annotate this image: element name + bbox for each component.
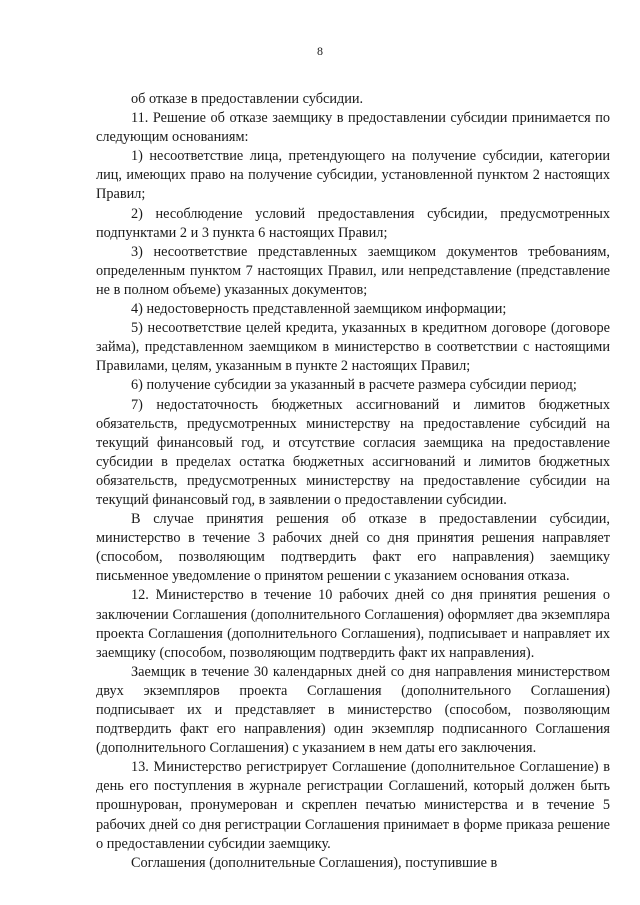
paragraph-item-12: 12. Министерство в течение 10 рабочих дней со дня принятия решения о заключении Соглашения (дополнительного Соглашения) оформляет два экземпляра проекта Соглашения (дополнительного Соглашения), подписывает и направляет их заемщику (способом, позволяющим подтвердить факт их направления). (96, 587, 610, 661)
document-body (96, 90, 610, 873)
paragraph-refusal-notice: В случае принятия решения об отказе в предоставлении субсидии, министерство в течение 3 рабочих дней со дня принятия решения направляет (способом, позволяющим подтвердить факт его направления) заемщику письменное уведомление о принятом решении с указанием основания отказа. (96, 511, 610, 585)
list-item-1: 1) несоответствие лица, претендующего на получение субсидии, категории лиц, имеющих право на получение субсидии, установленной пунктом 2 настоящих Правил; (96, 148, 610, 203)
page-number: 8 (317, 44, 323, 58)
paragraph-continuation: об отказе в предоставлении субсидии. (131, 91, 364, 107)
list-item-4: 4) недостоверность представленной заемщиком информации; (131, 301, 507, 318)
paragraph-item-11: 11. Решение об отказе заемщику в предоставлении субсидии принимается по следующим основаниям: (96, 110, 610, 146)
paragraph-agreements-received: Соглашения (дополнительные Соглашения), поступившие в (131, 854, 498, 871)
list-item-5: 5) несоответствие целей кредита, указанных в кредитном договоре (договоре займа), представленном заемщиком в министерство в соответствии с настоящими Правилами, целям, указанным в пункте 2 настоящих Правил; (96, 320, 610, 375)
list-item-3: 3) несоответствие представленных заемщиком документов требованиям, определенным пунктом 7 настоящих Правил, или непредставление (представление не в полном объеме) указанных документов; (96, 243, 610, 298)
paragraph-item-13: 13. Министерство регистрирует Соглашение (дополнительное Соглашение) в день его поступления в журнале регистрации Соглашений, который должен быть прошнурован, пронумерован и скреплен печатью министерства и в течение 5 рабочих дней со дня регистрации Соглашения принимает в форме приказа решение о предоставлении субсидии заемщику. (96, 759, 610, 852)
list-item-7: 7) недостаточность бюджетных ассигнований и лимитов бюджетных обязательств, предусмотренных министерству на предоставление субсидий на текущий финансовый год, и отсутствие согласия заемщика на предоставление субсидии в пределах остатка бюджетных ассигнований и лимитов бюджетных обязательств, предусмотренных министерству на предоставление субсидии на текущий финансовый год, в заявлении о предоставлении субсидии. (96, 396, 610, 508)
paragraph-borrower-signing: Заемщик в течение 30 календарных дней со дня направления министерством двух экземпляров проекта Соглашения (дополнительного Соглашения) подписывает их и представляет в министерство (способом, позволяющим подтвердить факт его направления) один экземпляр подписанного Соглашения (дополнительного Соглашения) с указанием в нем даты его заключения. (96, 663, 610, 757)
list-item-2: 2) несоблюдение условий предоставления субсидии, предусмотренных подпунктами 2 и 3 пункта 6 настоящих Правил; (96, 205, 610, 241)
list-item-6: 6) получение субсидии за указанный в расчете размера субсидии период; (131, 377, 577, 394)
